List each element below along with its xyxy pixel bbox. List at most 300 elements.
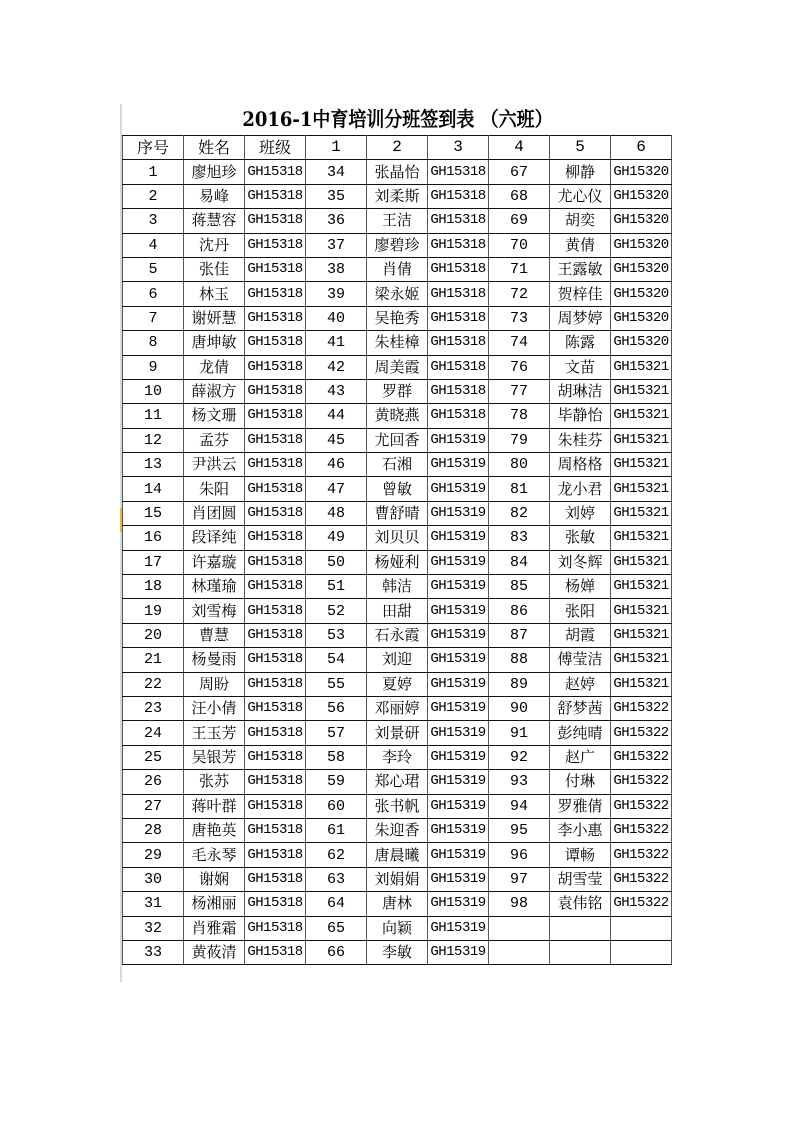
name-cell: 贺梓佳 <box>550 282 611 306</box>
table-row <box>123 648 672 672</box>
table-row <box>123 599 672 623</box>
serial-cell: 83 <box>489 526 550 550</box>
name-cell: 张佳 <box>184 257 245 281</box>
class-cell: GH15318 <box>245 355 306 379</box>
serial-cell: 55 <box>306 672 367 696</box>
name-cell: 张苏 <box>184 770 245 794</box>
class-cell: GH15322 <box>611 721 672 745</box>
serial-cell: 72 <box>489 282 550 306</box>
name-cell: 杨婵 <box>550 575 611 599</box>
serial-cell: 8 <box>123 331 184 355</box>
name-cell: 袁伟铭 <box>550 892 611 916</box>
class-cell: GH15322 <box>611 770 672 794</box>
serial-cell: 23 <box>123 696 184 720</box>
name-cell: 周美霞 <box>367 355 428 379</box>
class-cell: GH15318 <box>245 648 306 672</box>
name-cell: 许嘉璇 <box>184 550 245 574</box>
serial-cell: 14 <box>123 477 184 501</box>
class-cell: GH15318 <box>245 672 306 696</box>
serial-cell <box>489 940 550 964</box>
name-cell: 谭畅 <box>550 843 611 867</box>
name-cell: 肖倩 <box>367 257 428 281</box>
serial-cell: 74 <box>489 331 550 355</box>
class-cell: GH15318 <box>245 282 306 306</box>
class-cell: GH15322 <box>611 843 672 867</box>
class-cell: GH15318 <box>428 331 489 355</box>
name-cell: 邓丽婷 <box>367 696 428 720</box>
page-title: 2016-1中育培训分班签到表 （六班） <box>242 107 553 131</box>
name-cell: 易峰 <box>184 184 245 208</box>
class-cell: GH15321 <box>611 379 672 403</box>
class-cell: GH15320 <box>611 306 672 330</box>
table-row <box>123 331 672 355</box>
serial-cell: 11 <box>123 404 184 428</box>
table-row <box>123 940 672 964</box>
name-cell: 尤心仪 <box>550 184 611 208</box>
class-cell: GH15318 <box>428 184 489 208</box>
class-cell: GH15318 <box>428 257 489 281</box>
serial-cell: 69 <box>489 209 550 233</box>
serial-cell: 48 <box>306 501 367 525</box>
name-cell: 曾敏 <box>367 477 428 501</box>
class-cell: GH15318 <box>245 696 306 720</box>
class-cell: GH15318 <box>245 233 306 257</box>
header-cell-col-6: 6 <box>611 136 672 160</box>
name-cell: 梁永姬 <box>367 282 428 306</box>
name-cell: 吴艳秀 <box>367 306 428 330</box>
table-row <box>123 916 672 940</box>
name-cell: 黄莜清 <box>184 940 245 964</box>
header-cell-class: 班级 <box>245 136 306 160</box>
serial-cell: 33 <box>123 940 184 964</box>
header-cell-col-1: 1 <box>306 136 367 160</box>
serial-cell: 47 <box>306 477 367 501</box>
class-cell: GH15322 <box>611 794 672 818</box>
name-cell: 蒋叶群 <box>184 794 245 818</box>
serial-cell: 22 <box>123 672 184 696</box>
serial-cell: 37 <box>306 233 367 257</box>
serial-cell: 31 <box>123 892 184 916</box>
serial-cell: 62 <box>306 843 367 867</box>
name-cell: 罗雅倩 <box>550 794 611 818</box>
class-cell: GH15319 <box>428 940 489 964</box>
name-cell: 胡霞 <box>550 623 611 647</box>
serial-cell: 39 <box>306 282 367 306</box>
name-cell: 杨娅利 <box>367 550 428 574</box>
class-cell: GH15322 <box>611 867 672 891</box>
header-cell-col-5: 5 <box>550 136 611 160</box>
name-cell: 张晶怡 <box>367 160 428 184</box>
serial-cell: 78 <box>489 404 550 428</box>
serial-cell: 76 <box>489 355 550 379</box>
header-cell-serial: 序号 <box>123 136 184 160</box>
class-cell: GH15320 <box>611 160 672 184</box>
serial-cell: 6 <box>123 282 184 306</box>
name-cell: 张敏 <box>550 526 611 550</box>
class-cell: GH15318 <box>245 428 306 452</box>
serial-cell: 30 <box>123 867 184 891</box>
serial-cell: 21 <box>123 648 184 672</box>
serial-cell: 71 <box>489 257 550 281</box>
serial-cell: 42 <box>306 355 367 379</box>
name-cell: 向颖 <box>367 916 428 940</box>
table-row <box>123 843 672 867</box>
serial-cell: 43 <box>306 379 367 403</box>
class-cell: GH15318 <box>245 599 306 623</box>
serial-cell: 61 <box>306 818 367 842</box>
table-row <box>123 794 672 818</box>
class-cell: GH15321 <box>611 648 672 672</box>
serial-cell: 41 <box>306 331 367 355</box>
name-cell: 沈丹 <box>184 233 245 257</box>
name-cell: 曹慧 <box>184 623 245 647</box>
class-cell: GH15318 <box>245 818 306 842</box>
name-cell: 石湘 <box>367 453 428 477</box>
name-cell: 张书帆 <box>367 794 428 818</box>
name-cell: 赵婷 <box>550 672 611 696</box>
name-cell: 夏婷 <box>367 672 428 696</box>
table-body <box>123 136 672 965</box>
name-cell: 孟芬 <box>184 428 245 452</box>
class-cell: GH15318 <box>245 940 306 964</box>
serial-cell: 73 <box>489 306 550 330</box>
name-cell: 李玲 <box>367 745 428 769</box>
serial-cell: 17 <box>123 550 184 574</box>
table-row <box>123 477 672 501</box>
class-cell: GH15321 <box>611 623 672 647</box>
name-cell: 周盼 <box>184 672 245 696</box>
class-cell: GH15319 <box>428 648 489 672</box>
class-cell: GH15318 <box>428 355 489 379</box>
class-cell <box>611 916 672 940</box>
class-cell: GH15320 <box>611 282 672 306</box>
class-cell: GH15318 <box>245 916 306 940</box>
serial-cell: 19 <box>123 599 184 623</box>
class-cell: GH15320 <box>611 209 672 233</box>
class-cell: GH15318 <box>428 404 489 428</box>
name-cell: 田甜 <box>367 599 428 623</box>
serial-cell: 20 <box>123 623 184 647</box>
name-cell: 傅莹洁 <box>550 648 611 672</box>
table-header-row <box>123 136 672 160</box>
serial-cell: 81 <box>489 477 550 501</box>
class-cell: GH15318 <box>245 623 306 647</box>
class-cell: GH15321 <box>611 428 672 452</box>
serial-cell: 60 <box>306 794 367 818</box>
name-cell: 尹洪云 <box>184 453 245 477</box>
class-cell: GH15319 <box>428 599 489 623</box>
serial-cell: 80 <box>489 453 550 477</box>
serial-cell: 89 <box>489 672 550 696</box>
table-row <box>123 428 672 452</box>
serial-cell: 46 <box>306 453 367 477</box>
name-cell: 林瑾瑜 <box>184 575 245 599</box>
serial-cell: 58 <box>306 745 367 769</box>
name-cell: 胡奕 <box>550 209 611 233</box>
serial-cell: 15 <box>123 501 184 525</box>
class-cell: GH15318 <box>245 770 306 794</box>
name-cell: 毕静怡 <box>550 404 611 428</box>
serial-cell: 98 <box>489 892 550 916</box>
table-row <box>123 818 672 842</box>
serial-cell: 26 <box>123 770 184 794</box>
serial-cell: 94 <box>489 794 550 818</box>
serial-cell: 53 <box>306 623 367 647</box>
table-row <box>123 501 672 525</box>
name-cell: 曹舒晴 <box>367 501 428 525</box>
serial-cell: 91 <box>489 721 550 745</box>
name-cell: 汪小倩 <box>184 696 245 720</box>
class-cell: GH15322 <box>611 818 672 842</box>
serial-cell: 32 <box>123 916 184 940</box>
class-cell: GH15319 <box>428 745 489 769</box>
table-row <box>123 575 672 599</box>
class-cell: GH15318 <box>245 160 306 184</box>
class-cell: GH15319 <box>428 428 489 452</box>
header-cell-name: 姓名 <box>184 136 245 160</box>
name-cell: 廖旭珍 <box>184 160 245 184</box>
name-cell: 林玉 <box>184 282 245 306</box>
name-cell: 杨湘丽 <box>184 892 245 916</box>
class-cell: GH15319 <box>428 550 489 574</box>
name-cell: 周梦婷 <box>550 306 611 330</box>
name-cell: 李敏 <box>367 940 428 964</box>
serial-cell: 87 <box>489 623 550 647</box>
class-cell: GH15322 <box>611 892 672 916</box>
serial-cell: 2 <box>123 184 184 208</box>
class-cell: GH15318 <box>245 843 306 867</box>
class-cell: GH15318 <box>428 306 489 330</box>
class-cell: GH15322 <box>611 696 672 720</box>
serial-cell: 24 <box>123 721 184 745</box>
serial-cell: 27 <box>123 794 184 818</box>
name-cell: 舒梦茜 <box>550 696 611 720</box>
table-row <box>123 721 672 745</box>
class-cell: GH15318 <box>245 257 306 281</box>
name-cell: 刘贝贝 <box>367 526 428 550</box>
sign-in-table <box>122 135 672 965</box>
header-cell-col-3: 3 <box>428 136 489 160</box>
class-cell: GH15318 <box>245 550 306 574</box>
serial-cell: 95 <box>489 818 550 842</box>
name-cell: 吴银芳 <box>184 745 245 769</box>
name-cell: 柳静 <box>550 160 611 184</box>
serial-cell: 57 <box>306 721 367 745</box>
name-cell: 胡琳洁 <box>550 379 611 403</box>
serial-cell: 82 <box>489 501 550 525</box>
class-cell: GH15321 <box>611 404 672 428</box>
serial-cell: 40 <box>306 306 367 330</box>
name-cell: 石永霞 <box>367 623 428 647</box>
table-row <box>123 209 672 233</box>
name-cell: 朱迎香 <box>367 818 428 842</box>
name-cell: 周格格 <box>550 453 611 477</box>
name-cell: 唐坤敏 <box>184 331 245 355</box>
name-cell: 朱桂樟 <box>367 331 428 355</box>
serial-cell: 45 <box>306 428 367 452</box>
serial-cell: 51 <box>306 575 367 599</box>
name-cell: 刘婷 <box>550 501 611 525</box>
serial-cell: 90 <box>489 696 550 720</box>
name-cell: 朱桂芬 <box>550 428 611 452</box>
serial-cell: 64 <box>306 892 367 916</box>
name-cell: 蒋慧容 <box>184 209 245 233</box>
class-cell: GH15319 <box>428 843 489 867</box>
serial-cell: 7 <box>123 306 184 330</box>
serial-cell: 16 <box>123 526 184 550</box>
name-cell: 薛淑方 <box>184 379 245 403</box>
name-cell: 尤回香 <box>367 428 428 452</box>
name-cell: 张阳 <box>550 599 611 623</box>
class-cell: GH15318 <box>245 209 306 233</box>
serial-cell: 35 <box>306 184 367 208</box>
serial-cell: 50 <box>306 550 367 574</box>
class-cell: GH15319 <box>428 892 489 916</box>
table-row <box>123 379 672 403</box>
table-row <box>123 404 672 428</box>
name-cell: 罗群 <box>367 379 428 403</box>
class-cell: GH15319 <box>428 477 489 501</box>
name-cell: 肖雅霜 <box>184 916 245 940</box>
name-cell: 黄倩 <box>550 233 611 257</box>
class-cell: GH15321 <box>611 477 672 501</box>
name-cell: 王玉芳 <box>184 721 245 745</box>
serial-cell: 77 <box>489 379 550 403</box>
class-cell: GH15319 <box>428 867 489 891</box>
table-row <box>123 526 672 550</box>
table-row <box>123 453 672 477</box>
serial-cell: 54 <box>306 648 367 672</box>
table-row <box>123 623 672 647</box>
class-cell: GH15319 <box>428 453 489 477</box>
serial-cell: 88 <box>489 648 550 672</box>
class-cell: GH15318 <box>245 331 306 355</box>
class-cell: GH15318 <box>245 404 306 428</box>
serial-cell: 65 <box>306 916 367 940</box>
serial-cell: 34 <box>306 160 367 184</box>
header-cell-col-2: 2 <box>367 136 428 160</box>
class-cell: GH15319 <box>428 526 489 550</box>
serial-cell: 25 <box>123 745 184 769</box>
serial-cell: 97 <box>489 867 550 891</box>
name-cell: 王露敏 <box>550 257 611 281</box>
name-cell <box>550 916 611 940</box>
serial-cell: 85 <box>489 575 550 599</box>
serial-cell: 67 <box>489 160 550 184</box>
name-cell: 韩洁 <box>367 575 428 599</box>
name-cell: 刘迎 <box>367 648 428 672</box>
name-cell: 唐晨曦 <box>367 843 428 867</box>
serial-cell: 36 <box>306 209 367 233</box>
name-cell: 廖碧珍 <box>367 233 428 257</box>
name-cell: 杨文珊 <box>184 404 245 428</box>
serial-cell: 66 <box>306 940 367 964</box>
table-row <box>123 233 672 257</box>
serial-cell: 10 <box>123 379 184 403</box>
class-cell: GH15318 <box>245 477 306 501</box>
name-cell: 唐林 <box>367 892 428 916</box>
table-row <box>123 770 672 794</box>
table-row <box>123 867 672 891</box>
serial-cell: 5 <box>123 257 184 281</box>
class-cell: GH15318 <box>245 575 306 599</box>
class-cell: GH15320 <box>611 184 672 208</box>
class-cell: GH15318 <box>428 160 489 184</box>
name-cell: 谢妍慧 <box>184 306 245 330</box>
serial-cell: 12 <box>123 428 184 452</box>
class-cell: GH15318 <box>245 745 306 769</box>
serial-cell: 29 <box>123 843 184 867</box>
serial-cell: 92 <box>489 745 550 769</box>
serial-cell: 13 <box>123 453 184 477</box>
serial-cell: 9 <box>123 355 184 379</box>
table-row <box>123 184 672 208</box>
class-cell: GH15321 <box>611 550 672 574</box>
name-cell: 杨曼雨 <box>184 648 245 672</box>
name-cell: 彭纯晴 <box>550 721 611 745</box>
class-cell: GH15320 <box>611 257 672 281</box>
serial-cell: 70 <box>489 233 550 257</box>
table-row <box>123 696 672 720</box>
serial-cell: 28 <box>123 818 184 842</box>
name-cell: 谢娴 <box>184 867 245 891</box>
class-cell: GH15321 <box>611 672 672 696</box>
table-row <box>123 892 672 916</box>
name-cell: 付琳 <box>550 770 611 794</box>
serial-cell <box>489 916 550 940</box>
serial-cell: 56 <box>306 696 367 720</box>
class-cell: GH15318 <box>428 209 489 233</box>
class-cell <box>611 940 672 964</box>
class-cell: GH15321 <box>611 575 672 599</box>
class-cell: GH15319 <box>428 696 489 720</box>
class-cell: GH15318 <box>245 453 306 477</box>
class-cell: GH15318 <box>245 794 306 818</box>
header-cell-col-4: 4 <box>489 136 550 160</box>
name-cell: 龙倩 <box>184 355 245 379</box>
name-cell: 郑心珺 <box>367 770 428 794</box>
class-cell: GH15321 <box>611 526 672 550</box>
name-cell: 赵广 <box>550 745 611 769</box>
class-cell: GH15318 <box>245 379 306 403</box>
class-cell: GH15319 <box>428 916 489 940</box>
serial-cell: 84 <box>489 550 550 574</box>
class-cell: GH15319 <box>428 794 489 818</box>
name-cell: 刘景研 <box>367 721 428 745</box>
serial-cell: 4 <box>123 233 184 257</box>
serial-cell: 96 <box>489 843 550 867</box>
table-row <box>123 257 672 281</box>
class-cell: GH15318 <box>428 282 489 306</box>
serial-cell: 52 <box>306 599 367 623</box>
class-cell: GH15319 <box>428 818 489 842</box>
class-cell: GH15318 <box>245 501 306 525</box>
name-cell: 王洁 <box>367 209 428 233</box>
name-cell: 刘雪梅 <box>184 599 245 623</box>
class-cell: GH15318 <box>428 379 489 403</box>
serial-cell: 68 <box>489 184 550 208</box>
table-row <box>123 672 672 696</box>
name-cell: 文苗 <box>550 355 611 379</box>
class-cell: GH15318 <box>245 867 306 891</box>
name-cell: 刘娟娟 <box>367 867 428 891</box>
name-cell: 唐艳英 <box>184 818 245 842</box>
serial-cell: 63 <box>306 867 367 891</box>
name-cell: 毛永琴 <box>184 843 245 867</box>
table-row <box>123 355 672 379</box>
class-cell: GH15319 <box>428 721 489 745</box>
name-cell: 陈露 <box>550 331 611 355</box>
